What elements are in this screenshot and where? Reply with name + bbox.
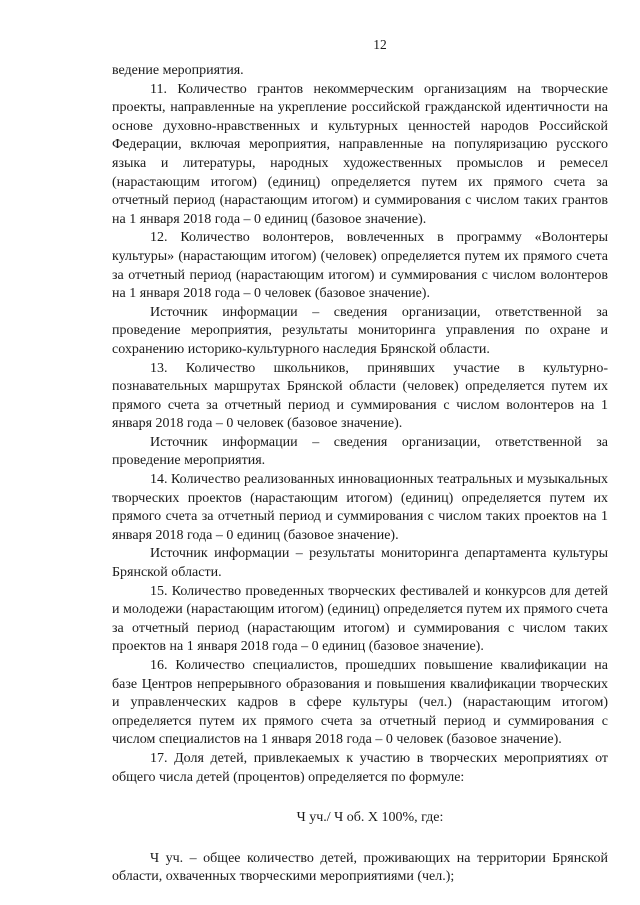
paragraph-source-14: Источник информации – результаты мониторинга департамента культуры Брянской области.: [112, 546, 608, 581]
page-number: 12: [373, 37, 387, 52]
paragraph-item-16: 16. Количество специалистов, прошедших повышение квалификации на базе Центров непрерывного образования и повышения квалификации творческих и управленческих кадров в сфере культуры (чел.) (нарастающим итогом) определяется путем их прямого счета за отчетный период и суммирования с числом специалистов на 1 января 2018 года – 0 человек (базовое значение).: [112, 658, 608, 748]
paragraph-item-11: 11. Количество грантов некоммерческим организациям на творческие проекты, направленные на укрепление российской гражданской идентичности на основе духовно-нравственных и культурных ценностей народов Российской Федерации, включая мероприятия, направленные на популяризацию русского языка и литературы, народных художественных промыслов и ремесел (нарастающим итогом) (единиц) определяется путем их прямого счета за отчетный период (нарастающим итогом) и суммирования с числом таких грантов на 1 января 2018 года – 0 единиц (базовое значение).: [112, 81, 608, 227]
paragraph-source-13: Источник информации – сведения организации, ответственной за проведение мероприятия.: [112, 434, 608, 469]
paragraph-item-12: 12. Количество волонтеров, вовлеченных в программу «Волонтеры культуры» (нарастающим итогом) (человек) определяется путем их прямого счета за отчетный период (нарастающим итогом) и суммирования с числом волонтеров на 1 января 2018 года – 0 человек (базовое значение).: [112, 230, 608, 302]
paragraph-continuation: ведение мероприятия.: [112, 63, 244, 78]
paragraph-item-14: 14. Количество реализованных инновационных театральных и музыкальных творческих проектов (нарастающим итогом) (единиц) определяется путем их прямого счета за отчетный период и суммирования с числом таких проектов на 1 января 2018 года – 0 единиц (базовое значение).: [112, 472, 608, 543]
formula: Ч уч./ Ч об. Х 100%, где:: [296, 810, 444, 826]
paragraph-source-12: Источник информации – сведения организации, ответственной за проведение мероприятия, результаты мониторинга управления по охране и сохранению историко-культурного наследия Брянской области.: [112, 304, 608, 357]
paragraph-item-15: 15. Количество проведенных творческих фестивалей и конкурсов для детей и молодежи (нарастающим итогом) (единиц) определяется путем их прямого счета за отчетный период (нарастающим итогом) и суммирования с числом таких проектов на 1 января 2018 года – 0 единиц (базовое значение).: [112, 583, 608, 655]
paragraph-item-17: 17. Доля детей, привлекаемых к участию в творческих мероприятиях от общего числа детей (процентов) определяется по формуле:: [112, 750, 608, 785]
paragraph-item-13: 13. Количество школьников, принявших участие в культурно-познавательных маршрутах Брянской области (человек) определяется путем их прямого счета за отчетный период и суммирования с числом волонтеров на 1 января 2018 года – 0 человек (базовое значение).: [112, 360, 608, 432]
paragraph-definition: Ч уч. – общее количество детей, проживающих на территории Брянской области, охваченных творческими мероприятиями (чел.);: [112, 850, 608, 885]
